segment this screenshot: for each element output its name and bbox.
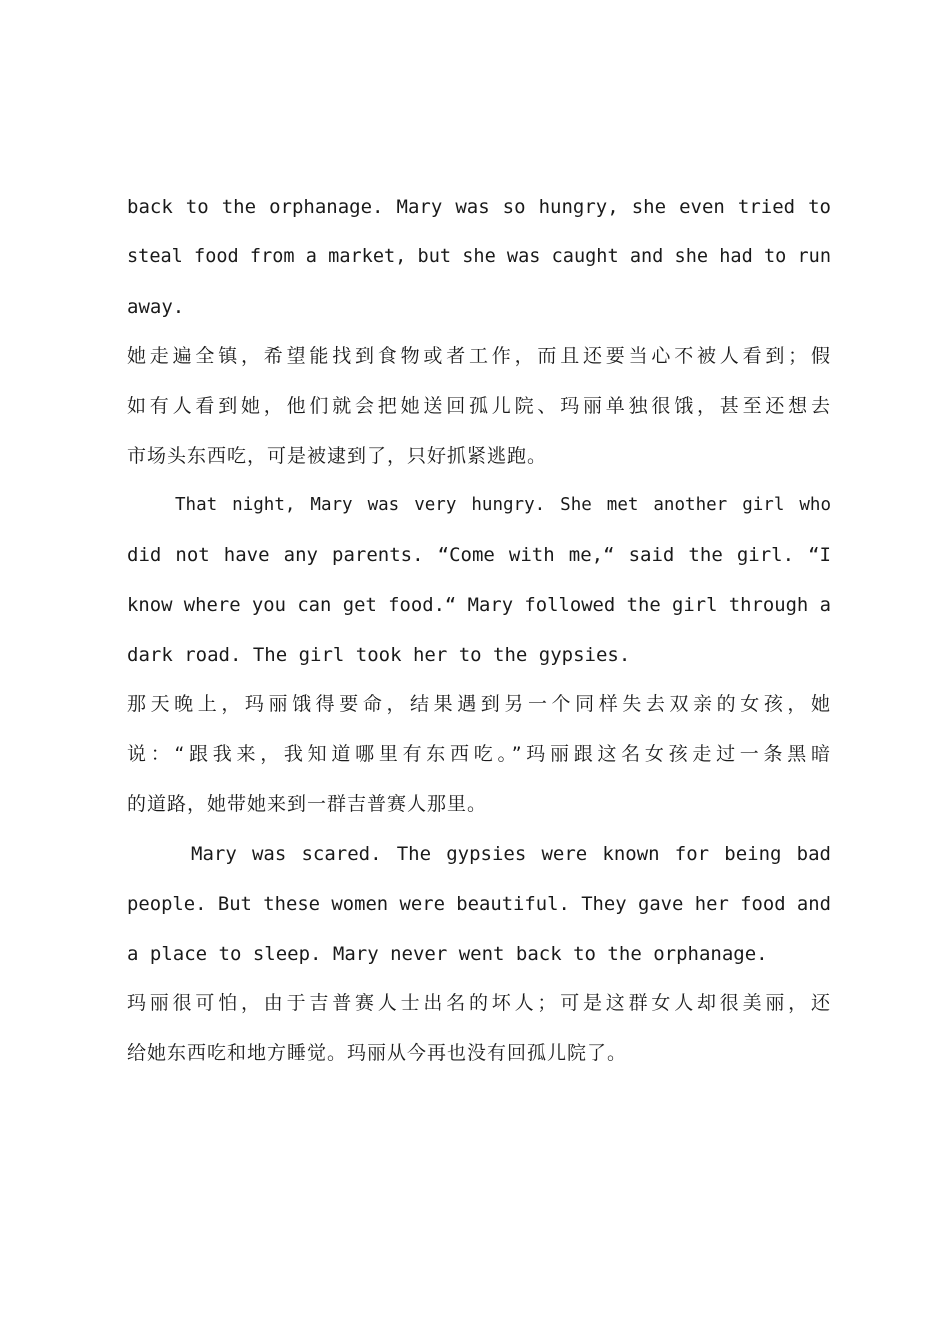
paragraph-zh-2: [127, 679, 831, 829]
text-line: 市场头东西吃，可是被逮到了，只好抓紧逃跑。: [127, 445, 548, 467]
text-line: 如有人看到她，他们就会把她送回孤儿院、玛丽单独很饿，甚至还想去: [127, 395, 831, 417]
text-line: That night, Mary was very hungry. She met another girl who: [175, 495, 831, 515]
text-line: 她走遍全镇，希望能找到食物或者工作，而且还要当心不被人看到；假: [127, 345, 831, 367]
paragraph-zh-1: [127, 331, 831, 481]
paragraph-en-3: [127, 829, 831, 979]
text-line: Mary was scared. The gypsies were known for being bad: [191, 843, 831, 865]
text-line: know where you can get food.“ Mary followed the girl through a: [127, 594, 831, 616]
text-line: dark road. The girl took her to the gypsies.: [127, 644, 631, 666]
paragraph-en-1: [127, 182, 831, 332]
paragraph-en-2: [127, 480, 831, 680]
text-line: 说：“跟我来，我知道哪里有东西吃。”玛丽跟这名女孩走过一条黑暗: [127, 743, 831, 765]
text-line: 的道路，她带她来到一群吉普赛人那里。: [127, 793, 488, 815]
text-line: away.: [127, 296, 185, 318]
text-line: 玛丽很可怕，由于吉普赛人士出名的坏人；可是这群女人却很美丽，还: [127, 992, 831, 1014]
text-line: a place to sleep. Mary never went back to the orphanage.: [127, 943, 768, 965]
paragraph-zh-3: [127, 978, 831, 1078]
text-line: 给她东西吃和地方睡觉。玛丽从今再也没有回孤儿院了。: [127, 1042, 628, 1064]
text-line: 那天晚上，玛丽饿得要命，结果遇到另一个同样失去双亲的女孩，她: [127, 693, 831, 715]
text-line: did not have any parents. “Come with me,“ said the girl. “I: [127, 544, 831, 566]
text-line: people. But these women were beautiful. They gave her food and: [127, 893, 831, 915]
text-line: back to the orphanage. Mary was so hungry, she even tried to: [127, 196, 831, 218]
text-line: steal food from a market, but she was caught and she had to run: [127, 246, 831, 267]
